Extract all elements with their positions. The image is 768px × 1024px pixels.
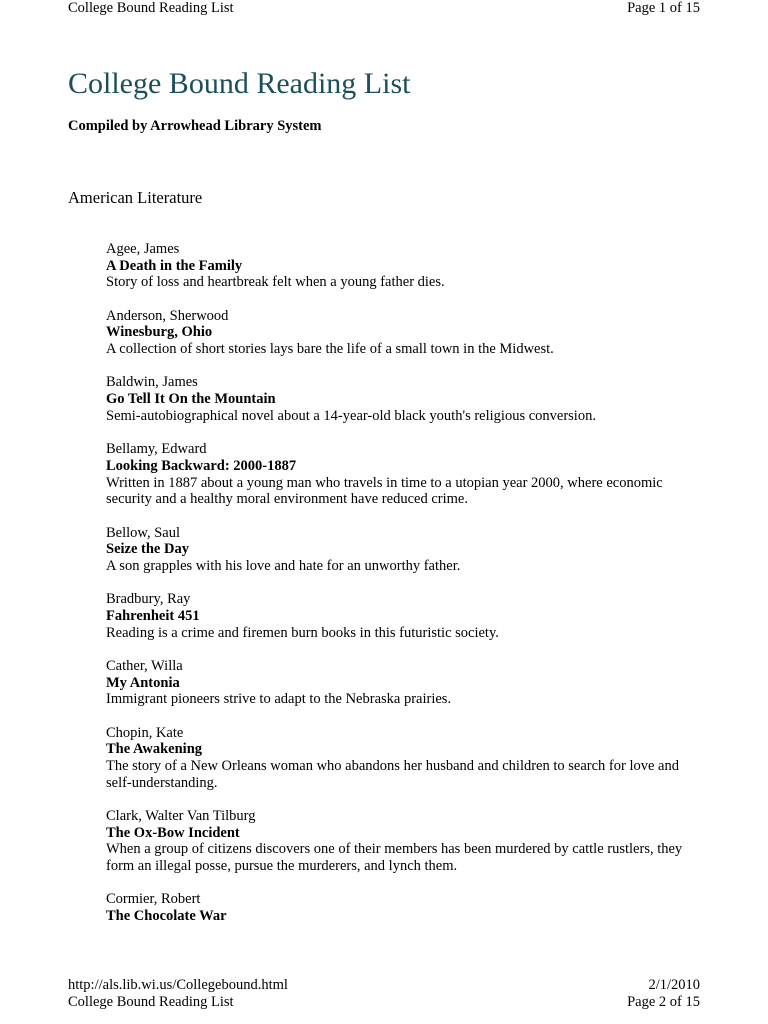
entry-author: Baldwin, James	[106, 374, 198, 391]
entry-title: The Ox-Bow Incident	[106, 824, 240, 841]
entry-title: A Death in the Family	[106, 257, 243, 274]
entry-author: Cather, Willa	[106, 657, 183, 674]
footer-page-number: Page 2 of 15	[627, 994, 700, 1010]
list-item	[106, 591, 706, 641]
entry-description: A collection of short stories lays bare the life of a small town in the Midwest.	[106, 341, 554, 358]
entry-author: Cormier, Robert	[106, 891, 201, 908]
entry-title: The Chocolate War	[106, 908, 227, 925]
list-item	[106, 308, 706, 358]
list-item	[106, 241, 706, 291]
entry-description: A son grapples with his love and hate for an unworthy father.	[106, 557, 461, 574]
entry-title: The Awakening	[106, 741, 203, 758]
entry-title: Winesburg, Ohio	[106, 324, 213, 341]
entry-author: Agee, James	[106, 241, 180, 257]
entry-author: Clark, Walter Van Tilburg	[106, 808, 256, 825]
entry-description: Semi-autobiographical novel about a 14-year-old black youth's religious conversion.	[106, 407, 596, 424]
footer-doc-title: College Bound Reading List	[68, 994, 234, 1010]
compiled-by: Compiled by Arrowhead Library System	[68, 118, 322, 134]
entry-author: Chopin, Kate	[106, 724, 184, 741]
page-title: College Bound Reading List	[68, 67, 411, 100]
entry-author: Bradbury, Ray	[106, 591, 191, 608]
entry-title: Seize the Day	[106, 541, 189, 558]
entry-description: Story of loss and heartbreak felt when a young father dies.	[106, 274, 445, 291]
list-item	[106, 374, 706, 424]
header-page-number: Page 1 of 15	[627, 0, 700, 16]
entry-description: The story of a New Orleans woman who abandons her husband and children to search for love and self-understanding.	[106, 758, 679, 791]
entry-title: Go Tell It On the Mountain	[106, 391, 276, 408]
entry-author: Bellamy, Edward	[106, 441, 207, 458]
list-item	[106, 808, 706, 875]
entry-description: Reading is a crime and firemen burn books in this futuristic society.	[106, 624, 499, 641]
entry-title: Fahrenheit 451	[106, 607, 200, 624]
entry-description: Written in 1887 about a young man who travels in time to a utopian year 2000, where economic security and a healthy moral environment have reduced crime.	[106, 474, 663, 508]
reading-list	[106, 241, 706, 941]
footer-url[interactable]: http://als.lib.wi.us/Collegebound.html	[68, 977, 288, 993]
entry-author: Anderson, Sherwood	[106, 307, 229, 324]
entry-author: Bellow, Saul	[106, 524, 180, 541]
list-item	[106, 441, 706, 508]
section-heading: American Literature	[68, 188, 203, 207]
header-doc-title: College Bound Reading List	[68, 0, 234, 16]
list-item	[106, 658, 706, 708]
footer-date: 2/1/2010	[648, 977, 700, 993]
entry-description: When a group of citizens discovers one of their members has been murdered by cattle rustlers, they form an illegal posse, pursue the murderers, and lynch them.	[106, 841, 683, 875]
entry-title: Looking Backward: 2000-1887	[106, 457, 297, 474]
list-item	[106, 725, 706, 792]
entry-description: Immigrant pioneers strive to adapt to the Nebraska prairies.	[106, 691, 452, 708]
list-item	[106, 525, 706, 575]
list-item	[106, 891, 706, 924]
entry-title: My Antonia	[106, 674, 180, 691]
